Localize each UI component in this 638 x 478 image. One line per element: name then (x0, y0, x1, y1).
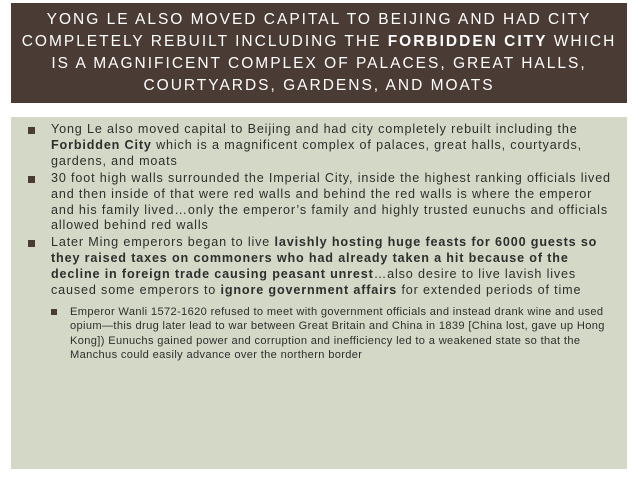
bullet-list (25, 122, 615, 364)
slide-title (19, 9, 619, 97)
square-bullet-icon (28, 240, 35, 247)
bullet-item-1 (25, 122, 615, 170)
slide-title-bar (11, 3, 627, 103)
bullet-3-bold-2: ignore government affairs (220, 283, 398, 298)
small-square-bullet-icon (51, 309, 57, 315)
bullet-1-bold: Forbidden City (51, 137, 152, 152)
bullet-3-text-2: …also desire to live lavish lives caused some emperors to (51, 267, 577, 298)
bullet-3-text-1: Later Ming emperors began to live (51, 235, 275, 250)
bullet-2-text: 30 foot high walls surrounded the Imperial City, inside the highest ranking officials lived and then inside of that were red walls and behind the red walls is where the emperor and his family lived…only the emperor’s family and highly trusted eunuchs and officials allowed behind red walls (51, 170, 611, 233)
square-bullet-icon (28, 176, 35, 183)
bullet-item-2 (25, 171, 615, 235)
sub-bullet-1-text: Emperor Wanli 1572-1620 refused to meet with government officials and instead drank wine and used opium—this drug later lead to war between Great Britain and China in 1839 [China lost, gave up Hong Kong]) Eunuchs gained power and corruption and inefficiency led to a weakened state so that the Manchus could easily advance over the northern border (70, 305, 605, 362)
slide-title-bold: FORBIDDEN CITY (387, 33, 548, 50)
bullet-3-text-3: for extended periods of time (397, 283, 582, 298)
sub-bullet-list (51, 305, 615, 363)
slide-title-text-2: WHICH IS A MAGNIFICENT COMPLEX OF PALACES, GREAT HALLS, COURTYARDS, GARDENS, AND MOATS (51, 33, 617, 94)
slide-title-text-1: YONG LE ALSO MOVED CAPITAL TO BEIJING AND HAD CITY COMPLETELY REBUILT INCLUDING THE (21, 11, 592, 50)
bullet-3-bold-1: lavishly hosting huge feasts for 6000 guests so they raised taxes on commoners who had already taken a hit because of the decline in foreign trade causing peasant unrest (51, 235, 598, 282)
square-bullet-icon (28, 127, 35, 134)
bullet-1-text-1: Yong Le also moved capital to Beijing and had city completely rebuilt including the (51, 122, 578, 136)
sub-bullet-item-1 (51, 305, 615, 363)
content-panel (11, 117, 627, 469)
bullet-1-text-2: which is a magnificent complex of palaces, great halls, courtyards, gardens, and moats (51, 137, 582, 168)
bullet-item-3 (25, 235, 615, 362)
